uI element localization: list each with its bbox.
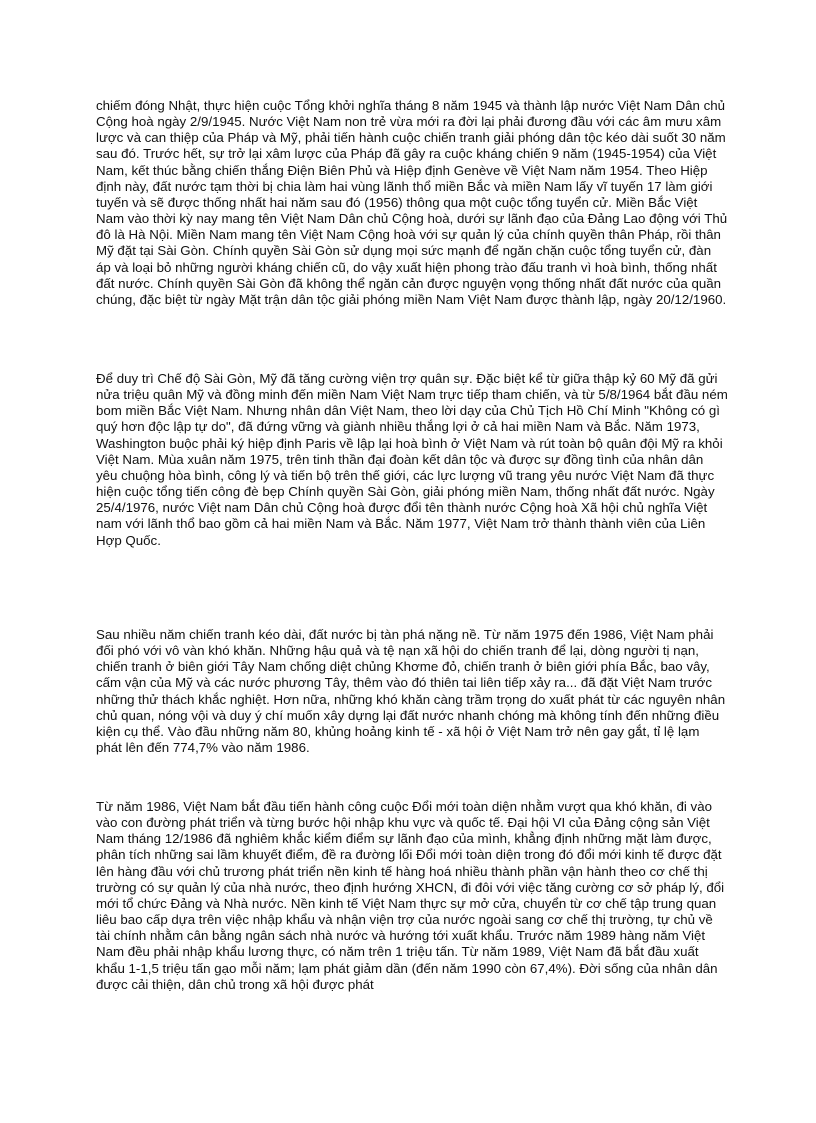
paragraph-independence: chiếm đóng Nhật, thực hiện cuộc Tổng khởi nghĩa tháng 8 năm 1945 và thành lập nước Việt Nam Dân chủ Cộng hoà ngày 2/9/1945. Nước Việt Nam non trẻ vừa mới ra đời lại phải đương đầu với các âm mưu xâm lược và can thiệp của Pháp và Mỹ, phải tiến hành cuộc chiến tranh giải phóng dân tộc kéo dài suốt 30 năm sau đó. Trước hết, sự trở lại xâm lược của Pháp đã gây ra cuộc kháng chiến 9 năm (1945-1954) của Việt Nam, kết thúc bằng chiến thắng Điện Biên Phủ và Hiệp định Genève về Việt Nam năm 1954. Theo Hiệp định này, đất nước tạm thời bị chia làm hai vùng lãnh thổ miền Bắc và miền Nam lấy vĩ tuyến 17 làm giới tuyến và sẽ được thống nhất hai năm sau đó (1956) thông qua một cuộc tổng tuyển cử. Miền Bắc Việt Nam vào thời kỳ nay mang tên Việt Nam Dân chủ Cộng hoà, dưới sự lãnh đạo của Đảng Lao động với Thủ đô là Hà Nội. Miền Nam mang tên Việt Nam Cộng hoà với sự quản lý của chính quyền thân Pháp, rồi thân Mỹ đặt tại Sài Gòn. Chính quyền Sài Gòn sử dụng mọi sức mạnh để ngăn chặn cuộc tổng tuyển cử, đàn áp và loại bỏ những người kháng chiến cũ, do vậy xuất hiện phong trào đấu tranh vì hoà bình, thống nhất đất nước. Chính quyền Sài Gòn đã không thể ngăn cản được nguyện vọng thống nhất đất nước của quần chúng, đặc biệt từ ngày Mặt trận dân tộc giải phóng miền Nam Việt Nam được thành lập, ngày 20/12/1960. [96,98,728,307]
paragraph-postwar-hardship: Sau nhiều năm chiến tranh kéo dài, đất nước bị tàn phá nặng nề. Từ năm 1975 đến 1986, Việt Nam phải đối phó với vô vàn khó khăn. Những hậu quả và tệ nạn xã hội do chiến tranh để lại, dòng người tị nạn, chiến tranh ở biên giới Tây Nam chống diệt chủng Khơme đỏ, chiến tranh ở biên giới phía Bắc, bao vây, cấm vận của Mỹ và các nước phương Tây, thêm vào đó thiên tai liên tiếp xảy ra... đã đặt Việt Nam trước những thử thách khắc nghiệt. Hơn nữa, những khó khăn càng trầm trọng do xuất phát từ các nguyên nhân chủ quan, nóng vội và duy ý chí muốn xây dựng lại đất nước nhanh chóng mà không tính đến những điều kiện cụ thể. Vào đầu những năm 80, khủng hoảng kinh tế - xã hội ở Việt Nam trở nên gay gắt, tỉ lệ lạm phát lên đến 774,7% vào năm 1986. [96,627,726,756]
paragraph-doi-moi: Từ năm 1986, Việt Nam bắt đầu tiến hành công cuộc Đổi mới toàn diện nhằm vượt qua khó khăn, đi vào vào con đường phát triển và từng bước hội nhập khu vực và quốc tế. Đại hội VI của Đảng cộng sản Việt Nam tháng 12/1986 đã nghiêm khắc kiểm điểm sự lãnh đạo của mình, khẳng định những mặt làm được, phân tích những sai lầm khuyết điểm, đề ra đường lối Đổi mới toàn diện trong đó đổi mới kinh tế được đặt lên hàng đầu với chủ trương phát triển nền kinh tế hàng hoá nhiều thành phần vận hành theo cơ chế thị trường có sự quản lý của nhà nước, theo định hướng XHCN, đi đôi với việc tăng cường cơ sở pháp lý, đổi mới tổ chức Đảng và Nhà nước. Nền kinh tế Việt Nam thực sự mở cửa, chuyển từ cơ chế tập trung quan liêu bao cấp dựa trên việc nhập khẩu và nhận viện trợ của nước ngoài sang cơ chế thị trường, tự chủ về tài chính nhằm cân bằng ngân sách nhà nước và hướng tới xuất khẩu. Trước năm 1989 hàng năm Việt Nam đều phải nhập khẩu lương thực, có năm trên 1 triệu tấn. Từ năm 1989, Việt Nam đã bắt đầu xuất khẩu 1-1,5 triệu tấn gạo mỗi năm; lạm phát giảm dần (đến năm 1990 còn 67,4%). Đời sống của nhân dân được cải thiện, dân chủ trong xã hội được phát [96,799,725,992]
paragraph-unification: Để duy trì Chế độ Sài Gòn, Mỹ đã tăng cường viện trợ quân sự. Đặc biệt kể từ giữa thập kỷ 60 Mỹ đã gửi nửa triệu quân Mỹ và đồng minh đến miền Nam Việt Nam trực tiếp tham chiến, và từ 5/8/1964 bắt đầu ném bom miền Bắc Việt Nam. Nhưng nhân dân Việt Nam, theo lời dạy của Chủ Tịch Hồ Chí Minh "Không có gì quý hơn độc lập tự do", đã đứng vững và giành nhiều thắng lợi ở cả hai miền Nam và Bắc. Năm 1973, Washington buộc phải ký hiệp định Paris về lập lại hoà bình ở Việt Nam và rút toàn bộ quân đội Mỹ ra khỏi Việt Nam. Mùa xuân năm 1975, trên tinh thần đại đoàn kết dân tộc và được sự đồng tình của nhân dân yêu chuộng hòa bình, công lý và tiến bộ trên thế giới, các lực lượng vũ trang yêu nước Việt Nam đã thực hiện cuộc tổng tiến công đè bẹp Chính quyền Sài Gòn, giải phóng miền Nam, thống nhất đất nước. Ngày 25/4/1976, nước Việt nam Dân chủ Cộng hoà được đổi tên thành nước Cộng hoà Xã hội chủ nghĩa Việt nam với lãnh thổ bao gồm cả hai miền Nam và Bắc. Năm 1977, Việt Nam trở thành thành viên của Liên Hợp Quốc. [96,371,728,548]
